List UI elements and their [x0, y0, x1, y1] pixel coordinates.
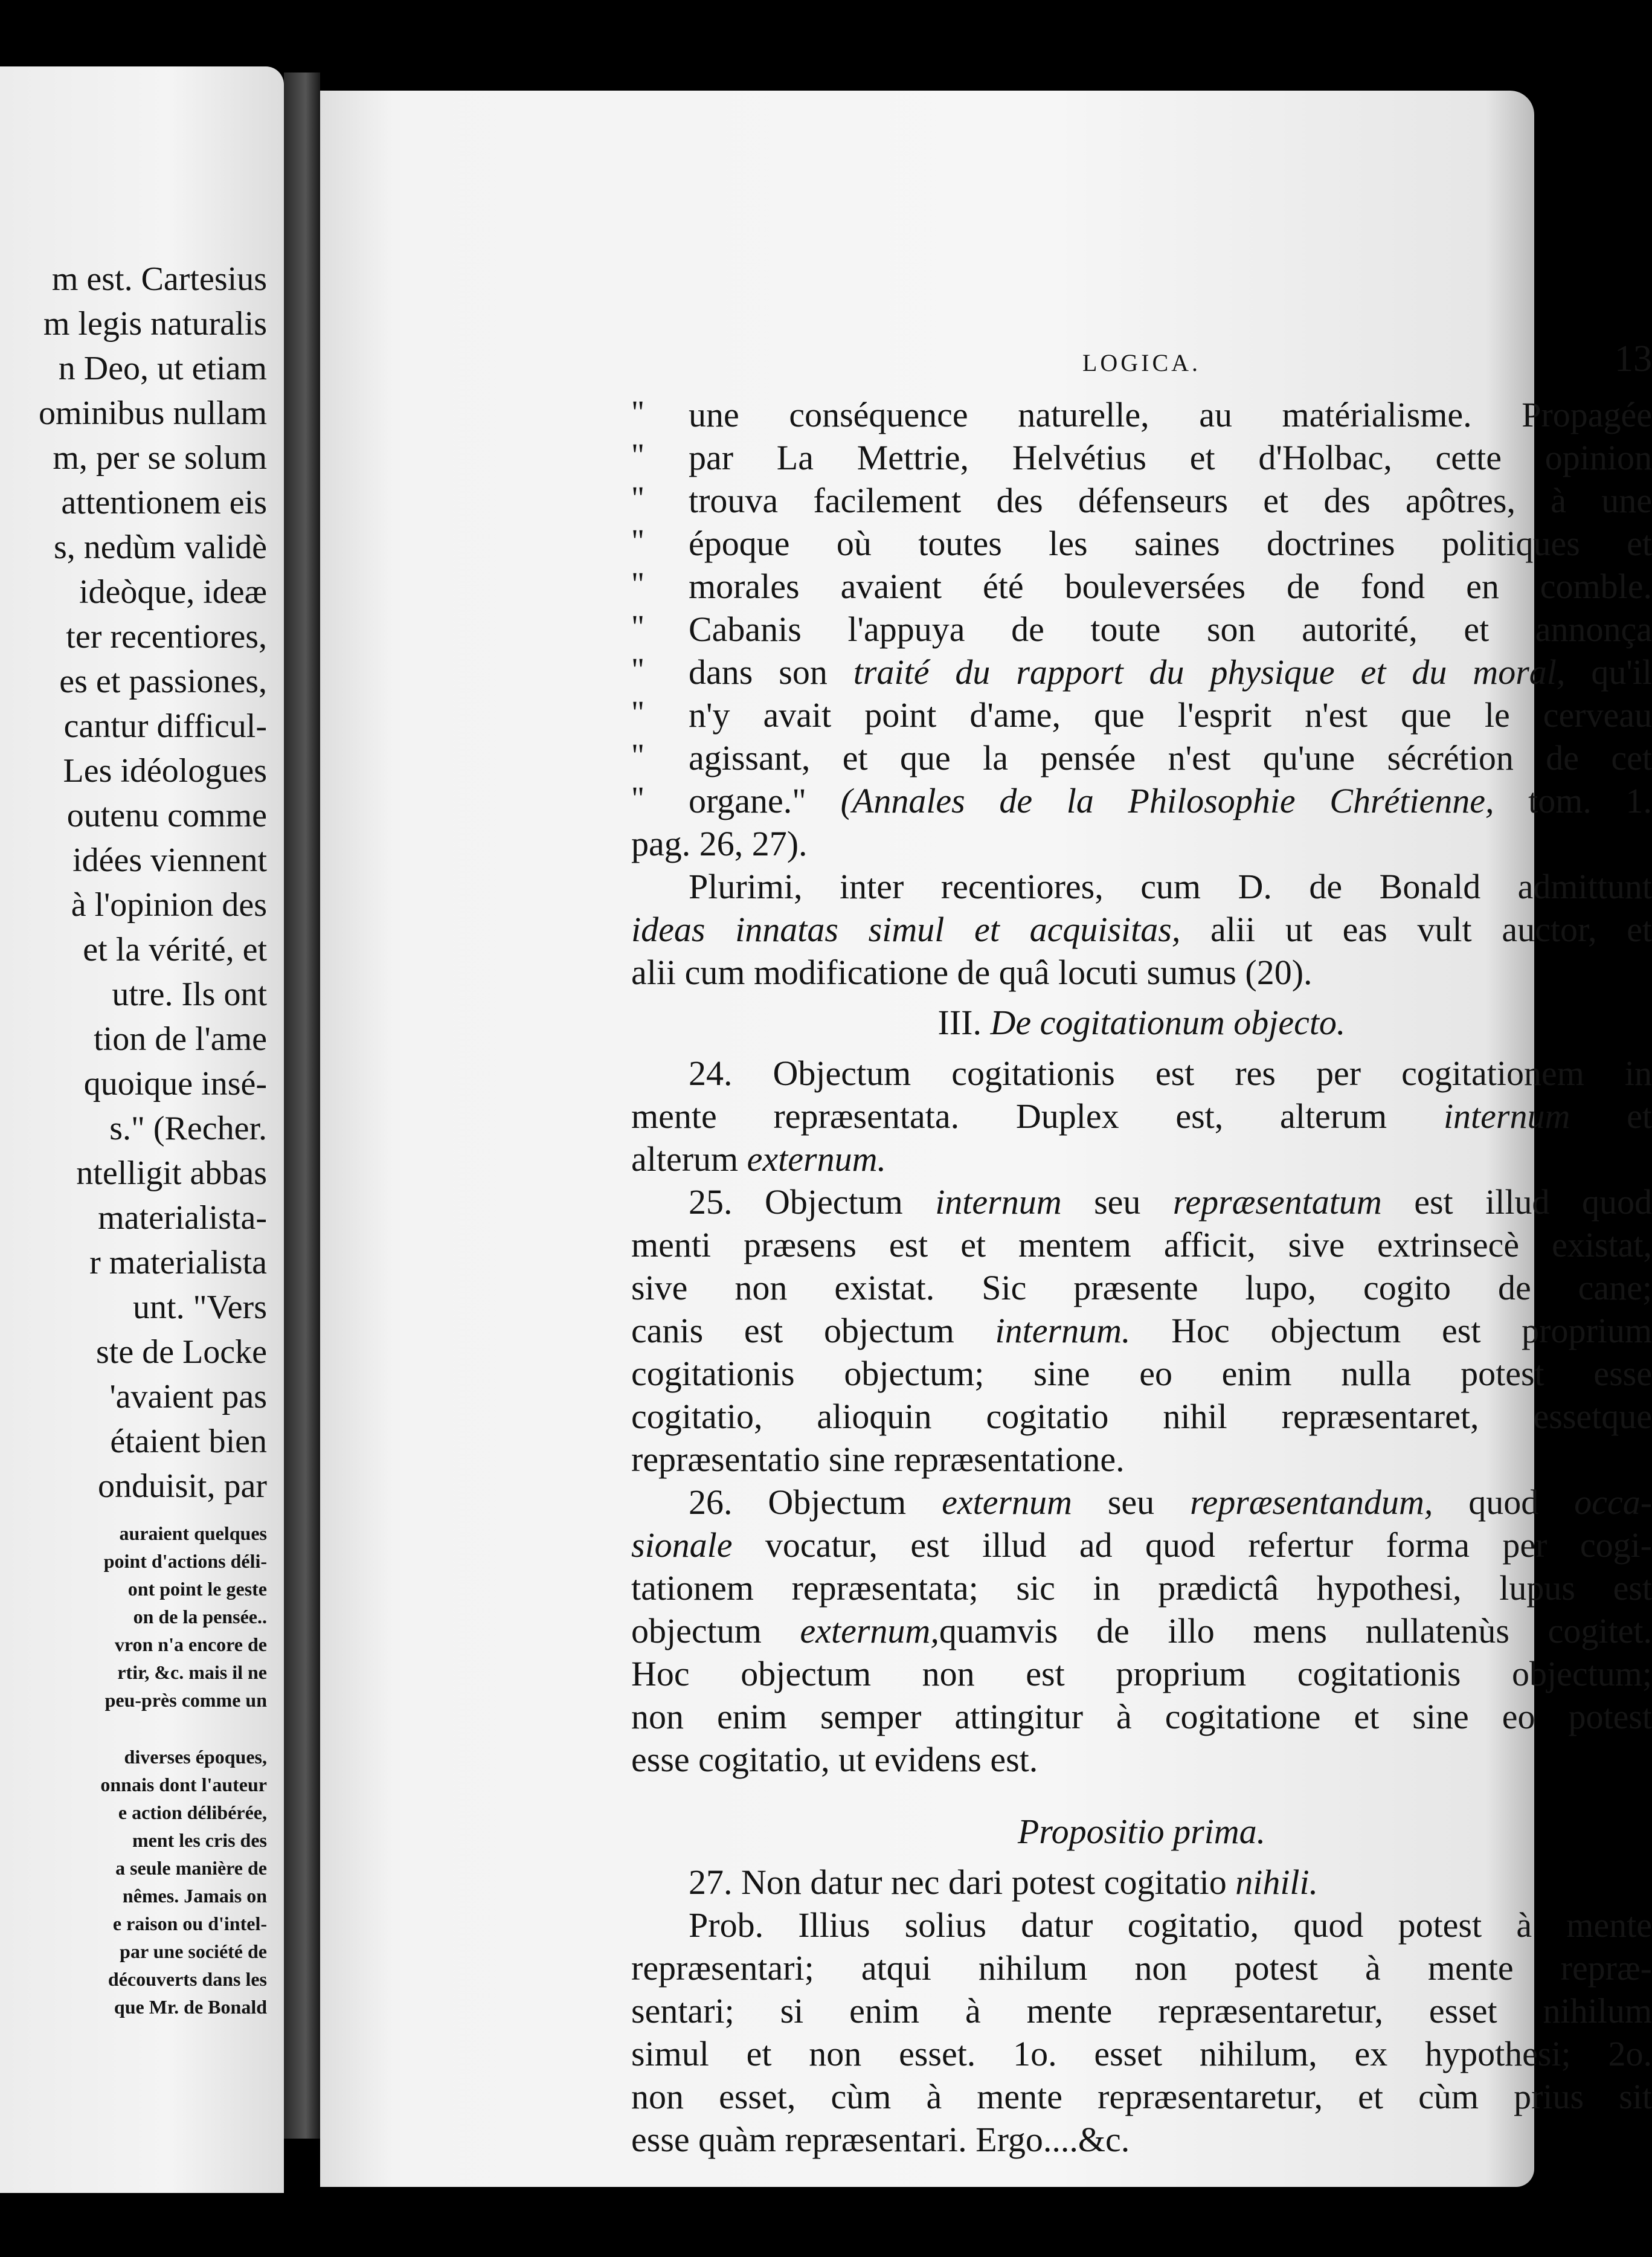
footnote-line: nêmes. Jamais on [122, 1885, 267, 1907]
left-page-line: n Deo, ut etiam [58, 350, 267, 387]
left-page-line: materialista- [98, 1199, 267, 1237]
footnote-line: auraient quelques [119, 1522, 267, 1544]
quote-line: " organe." (Annales de la Philosophie Chrétienne, tom. 1. [631, 780, 1652, 820]
quote-mark: " [631, 480, 645, 516]
left-page-line: étaient bien [110, 1423, 267, 1460]
paragraph-24: 24. Objectum cogitationis est res per cogitationem in mente repræsentata. Duplex est, alterum internum et alterum externum. [631, 1054, 1652, 1179]
left-page-line: et la vérité, et [83, 931, 267, 968]
page-header [631, 338, 1652, 390]
footnote-line: a seule manière de [115, 1857, 267, 1879]
left-page-line: unt. "Vers [133, 1289, 267, 1326]
left-page-line: ste de Locke [96, 1333, 267, 1371]
footnote-line: diverses époques, [124, 1746, 267, 1768]
running-head: LOGICA. [1082, 349, 1201, 376]
quote-line: " n'y avait point d'ame, que l'esprit n'est que le cerveau [631, 694, 1652, 735]
citation-line: pag. 26, 27). [631, 824, 808, 863]
left-page-line: cantur difficul- [63, 707, 267, 745]
left-page-line: tion de l'ame [94, 1020, 267, 1058]
quote-line: " dans son traité du rapport du physique et du moral, qu'il [631, 651, 1652, 692]
left-page-line: idées viennent [72, 842, 267, 879]
quote-mark: " [631, 651, 645, 687]
left-page-line: attentionem eis [61, 484, 267, 521]
right-page [320, 91, 1652, 2187]
paragraph-26: 26. Objectum externum seu repræsentandum, quod occa- sionale vocatur, est illud ad quod refertur forma per cogi- tationem repræsentata; sic in prædictâ hypothesi, lupus est objectum externum,quamvis de illo mens nullatenùs cogitet. Hoc objectum non est proprium cogitationis objectum; non enim semper attingitur à cogitatione et sine eo potest esse cogitatio, ut evidens est. [631, 1483, 1652, 1779]
footnote-line: découverts dans les [108, 1968, 267, 1990]
footnote-line: que Mr. de Bonald [114, 1996, 267, 2018]
footnote-line: par une société de [120, 1940, 267, 1962]
footnote-line: onnais dont l'auteur [100, 1774, 267, 1795]
left-page-line: es et passiones, [59, 663, 267, 700]
quote-mark: " [631, 523, 645, 559]
quote-mark: " [631, 394, 645, 430]
quote-line: " par La Mettrie, Helvétius et d'Holbac, cette opinion [631, 437, 1652, 477]
footnote-line: peu-près comme un [104, 1689, 267, 1711]
left-page-line: ominibus nullam [39, 394, 267, 432]
left-page-line: ter recentiores, [66, 618, 267, 655]
left-page-line: m est. Cartesius [51, 260, 267, 298]
left-page-line: à l'opinion des [71, 886, 267, 924]
left-page-line: s." (Recher. [109, 1110, 267, 1147]
page-number: 13 [1615, 338, 1652, 379]
footnote-line: rtir, &c. mais il ne [117, 1661, 267, 1683]
left-page-text [0, 257, 267, 2021]
left-page-line: m legis naturalis [43, 305, 267, 343]
left-page-line: Les idéologues [63, 752, 267, 790]
paragraph-27: 27. Non datur nec dari potest cogitatio nihili. Prob. Illius solius datur cogitatio, quod potest à mente repræsentari; atqui nihilum non potest à mente repræ- sentari; si enim à mente repræsentaretur, esset nihilum simul et non esset. 1o. esset nihilum, ex hypothesi; 2o. non esset, cùm à mente repræsentaretur, et cùm prius sit esse quàm repræsentari. Ergo....&c. [631, 1863, 1652, 2159]
page-content [631, 338, 1652, 2161]
quote-line: " une conséquence naturelle, au matérialisme. Propagée [631, 394, 1652, 434]
left-page-line: onduisit, par [98, 1467, 267, 1505]
quote-mark: " [631, 608, 645, 645]
quote-mark: " [631, 437, 645, 473]
section-heading: III. De cogitationum objecto. [937, 1003, 1346, 1042]
footnote-line: ont point le geste [127, 1578, 267, 1600]
footnote-line: ment les cris des [132, 1829, 267, 1851]
left-page-line: m, per se solum [53, 439, 267, 477]
left-page-line: quoique insé- [83, 1065, 267, 1103]
footnote-line: on de la pensée.. [133, 1606, 267, 1628]
left-page-line: s, nedùm validè [53, 529, 267, 566]
footnote-line: e action délibérée, [118, 1801, 267, 1823]
left-page-line: outenu comme [66, 797, 267, 834]
quote-line: " Cabanis l'appuya de toute son autorité, et annonça [631, 608, 1652, 649]
paragraph-25: 25. Objectum internum seu repræsentatum est illud quod menti præsens est et mentem afficit, sive extrinsecè existat, sive non existat. Sic præsente lupo, cogito de cane; canis est objectum internum. Hoc objectum est proprium cogitationis objectum; sine eo enim nulla potest esse cogitatio, alioquin cogitatio nihil repræsentaret, essetque repræsentatio sine repræsentatione. [631, 1182, 1652, 1479]
left-page-footnote [0, 1519, 267, 2021]
quote-line: " agissant, et que la pensée n'est qu'une sécrétion de cet [631, 737, 1652, 778]
left-page-line: ideòque, ideæ [79, 573, 267, 611]
book-gutter [284, 72, 320, 2139]
quote-mark: " [631, 565, 645, 602]
quote-line: " trouva facilement des défenseurs et des apôtres, à une [631, 480, 1652, 520]
quote-line: " époque où toutes les saines doctrines politiques et [631, 523, 1652, 563]
left-page-fragment [0, 66, 284, 2193]
footnote-line: point d'actions déli- [103, 1550, 267, 1572]
left-page-line: ntelligit abbas [76, 1154, 267, 1192]
proposition-heading: Propositio prima. [1017, 1812, 1266, 1851]
footnote-line: e raison ou d'intel- [112, 1913, 267, 1934]
paragraph-plurimi: Plurimi, inter recentiores, cum D. de Bonald admittunt ideas innatas simul et acquisitas, alii ut eas vult auctor, et alii cum modificatione de quâ locuti sumus (20). [631, 867, 1652, 992]
quotation-block [631, 393, 1652, 651]
left-page-line: r materialista [89, 1244, 267, 1281]
left-page-line: utre. Ils ont [112, 976, 267, 1013]
quote-line: " morales avaient été bouleversées de fond en comble. [631, 565, 1652, 606]
footnote-line: vron n'a encore de [114, 1634, 267, 1655]
left-page-line: 'avaient pas [109, 1378, 267, 1415]
